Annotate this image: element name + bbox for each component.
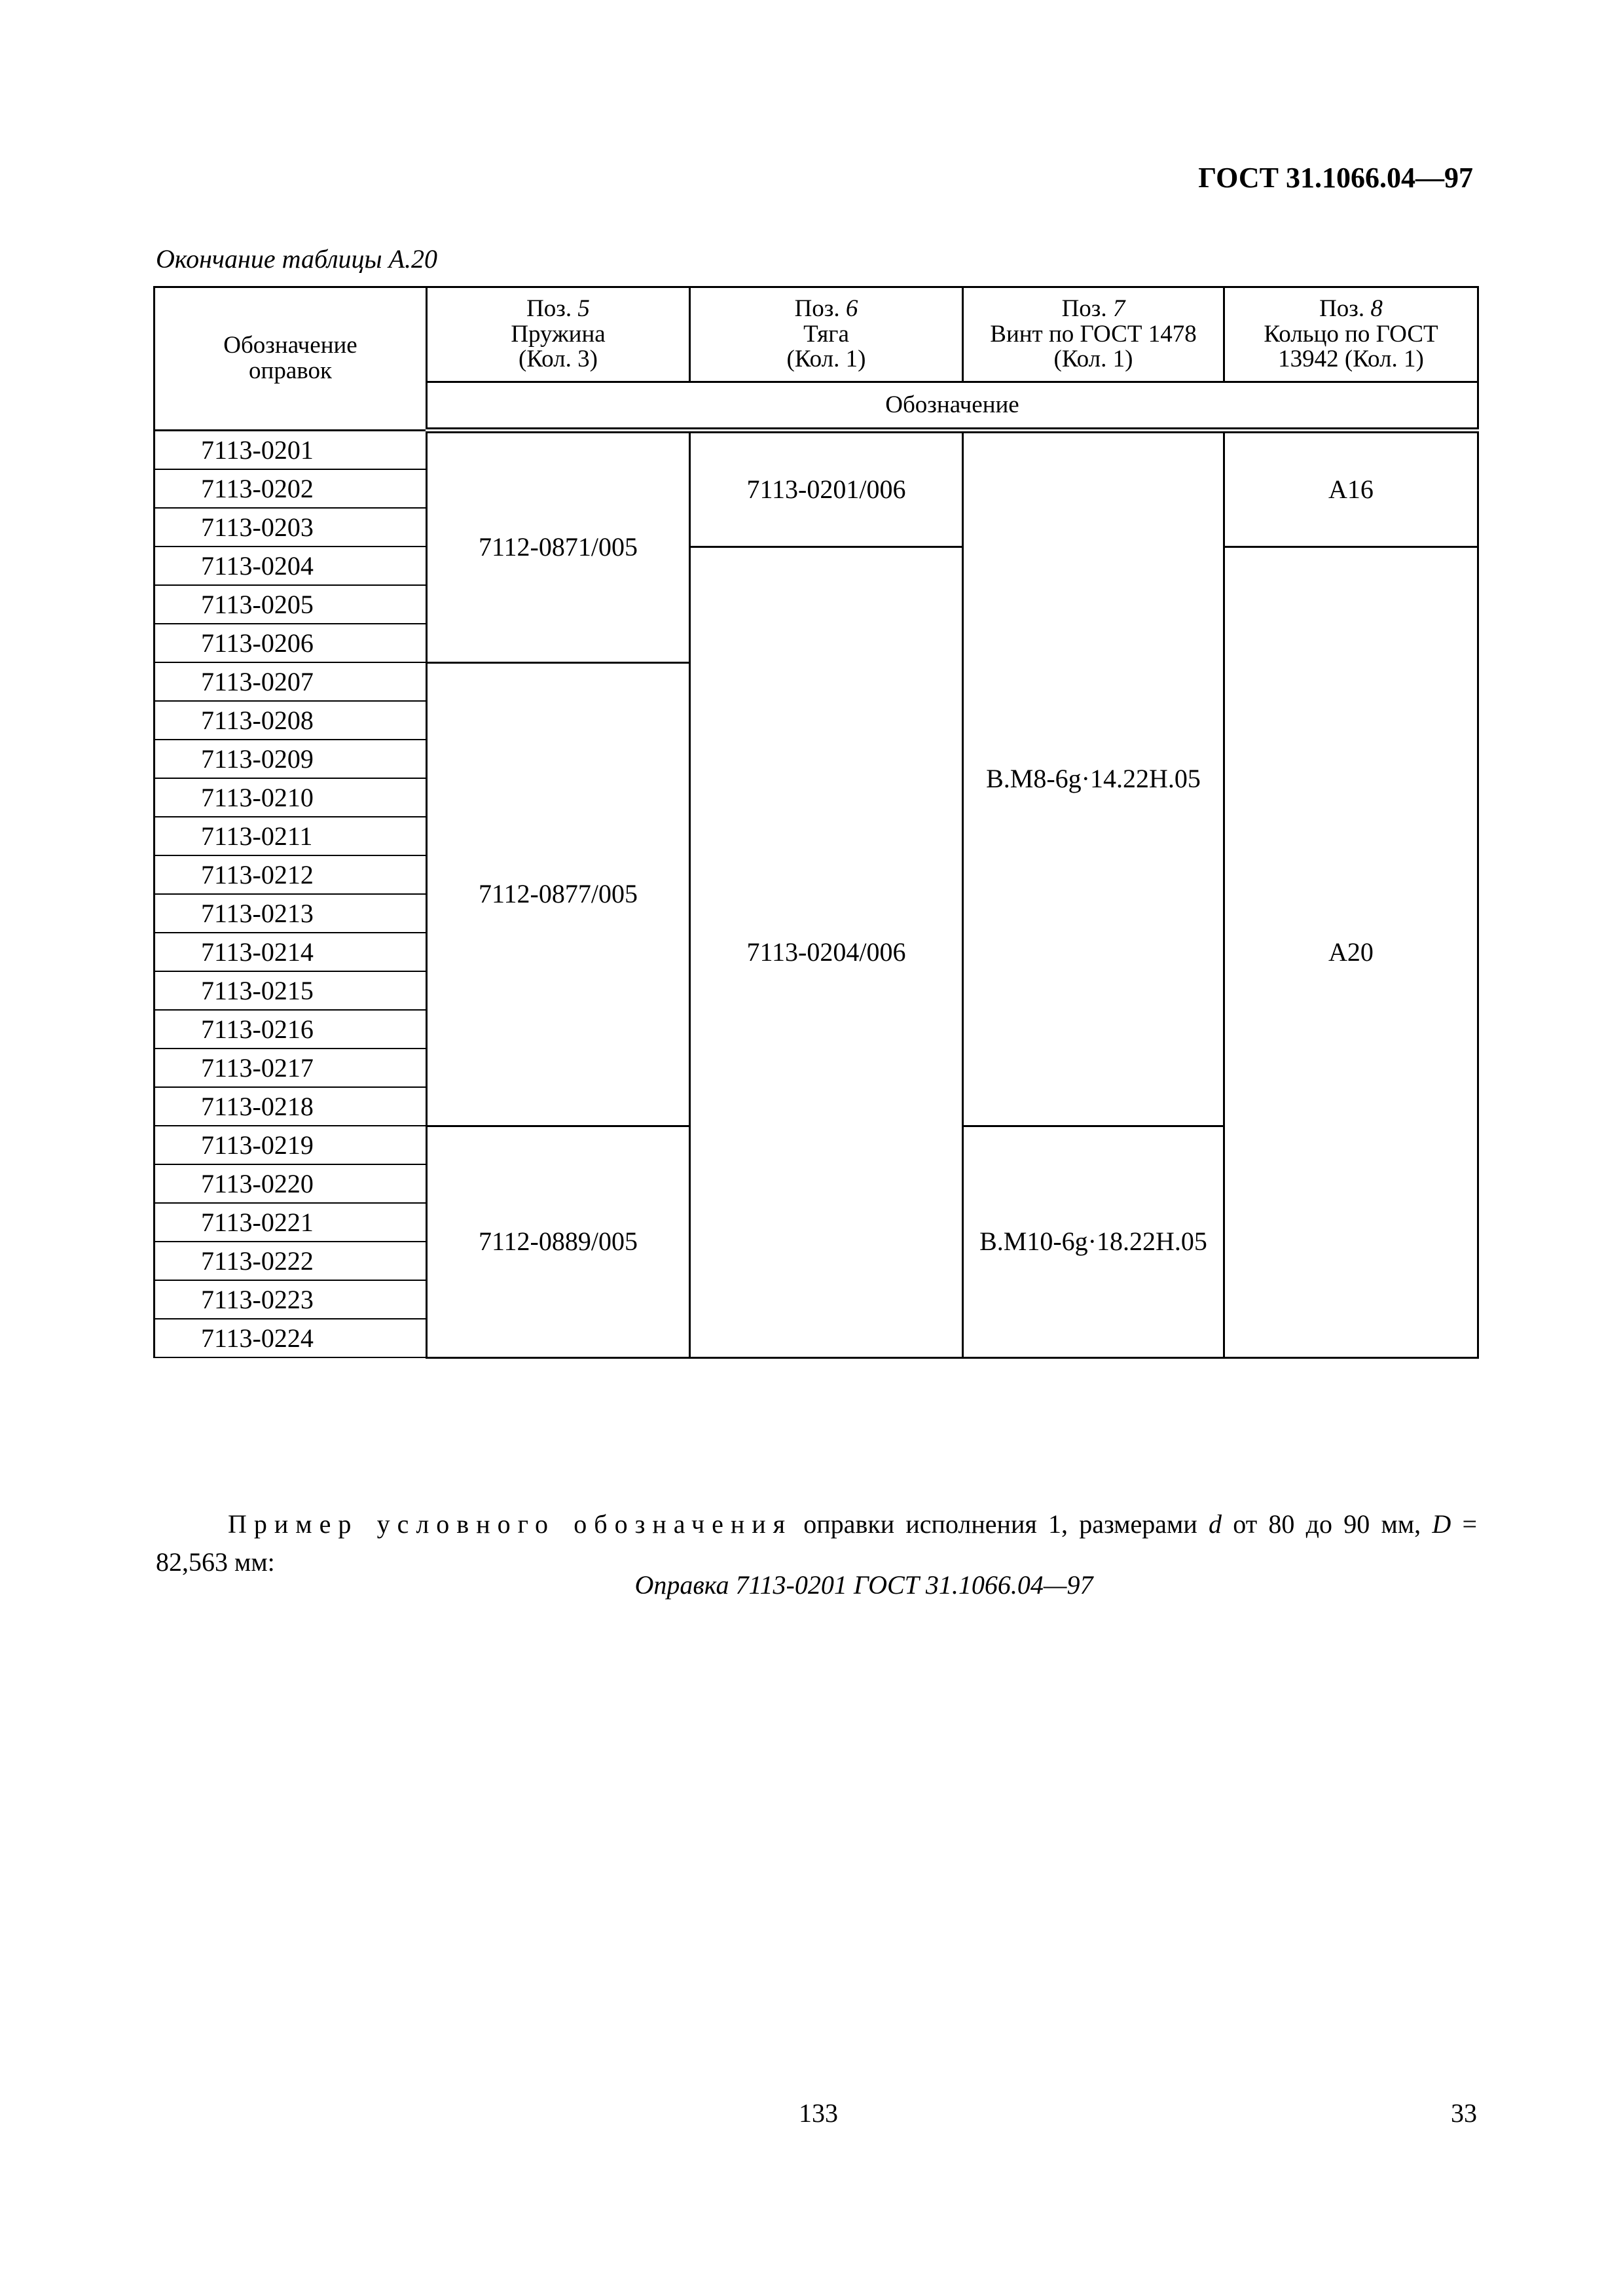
code-cell: 7113-0220: [155, 1164, 427, 1203]
page-number-center: 133: [799, 2098, 838, 2128]
example-d-symbol: d: [1209, 1509, 1222, 1539]
code-cell: 7113-0204: [155, 547, 427, 585]
ring-cell: А16: [1224, 431, 1478, 547]
code-cell: 7113-0209: [155, 740, 427, 778]
header-subheader-designation: Обозначение: [427, 382, 1478, 431]
code-cell: 7113-0221: [155, 1203, 427, 1242]
code-cell: 7113-0219: [155, 1126, 427, 1164]
code-cell: 7113-0201: [155, 431, 427, 470]
example-designation: Оправка 7113-0201 ГОСТ 31.1066.04—97: [634, 1570, 1093, 1600]
header-pos6-rod: Поз. 6 Тяга (Кол. 1): [690, 287, 963, 382]
code-cell: 7113-0207: [155, 662, 427, 701]
screw-cell: В.М8-6g·14.22Н.05: [963, 431, 1224, 1126]
code-cell: 7113-0222: [155, 1242, 427, 1280]
spring-cell: 7112-0871/005: [427, 431, 690, 663]
code-cell: 7113-0224: [155, 1319, 427, 1357]
example-lead: Пример условного обозначения: [228, 1509, 793, 1539]
code-cell: 7113-0202: [155, 469, 427, 508]
code-cell: 7113-0208: [155, 701, 427, 740]
spring-cell: 7112-0889/005: [427, 1126, 690, 1357]
code-cell: 7113-0212: [155, 855, 427, 894]
code-cell: 7113-0210: [155, 778, 427, 817]
code-cell: 7113-0203: [155, 508, 427, 547]
table-row: [155, 547, 1478, 585]
example-text-2: от 80 до 90 мм,: [1222, 1509, 1432, 1539]
code-cell: 7113-0205: [155, 585, 427, 624]
table-row: [155, 431, 1478, 470]
page-number-right: 33: [1451, 2098, 1477, 2128]
code-cell: 7113-0214: [155, 933, 427, 971]
code-cell: 7113-0215: [155, 971, 427, 1010]
code-cell: 7113-0217: [155, 1049, 427, 1087]
code-cell: 7113-0223: [155, 1280, 427, 1319]
example-D-symbol: D: [1432, 1509, 1451, 1539]
code-cell: 7113-0216: [155, 1010, 427, 1049]
header-pos7-screw: Поз. 7 Винт по ГОСТ 1478 (Кол. 1): [963, 287, 1224, 382]
code-cell: 7113-0206: [155, 624, 427, 662]
header-pos8-ring: Поз. 8 Кольцо по ГОСТ 13942 (Кол. 1): [1224, 287, 1478, 382]
header-designation: Обозначение оправок: [155, 287, 427, 431]
example-text-1: оправки исполнения 1, размерами: [792, 1509, 1209, 1539]
standard-number: ГОСТ 31.1066.04—97: [1198, 162, 1473, 194]
header-pos5-spring: Поз. 5 Пружина (Кол. 3): [427, 287, 690, 382]
spring-cell: 7112-0877/005: [427, 662, 690, 1126]
table-header-row: [155, 287, 1478, 382]
code-cell: 7113-0211: [155, 817, 427, 855]
rod-cell: 7113-0204/006: [690, 547, 963, 1357]
code-cell: 7113-0218: [155, 1087, 427, 1126]
table-caption: Окончание таблицы А.20: [156, 244, 438, 274]
screw-cell: В.М10-6g·18.22Н.05: [963, 1126, 1224, 1357]
ring-cell: А20: [1224, 547, 1478, 1357]
example-text-3: = 82,563 мм:: [156, 1509, 1478, 1577]
code-cell: 7113-0213: [155, 894, 427, 933]
parts-table: [153, 286, 1479, 1359]
rod-cell: 7113-0201/006: [690, 431, 963, 547]
